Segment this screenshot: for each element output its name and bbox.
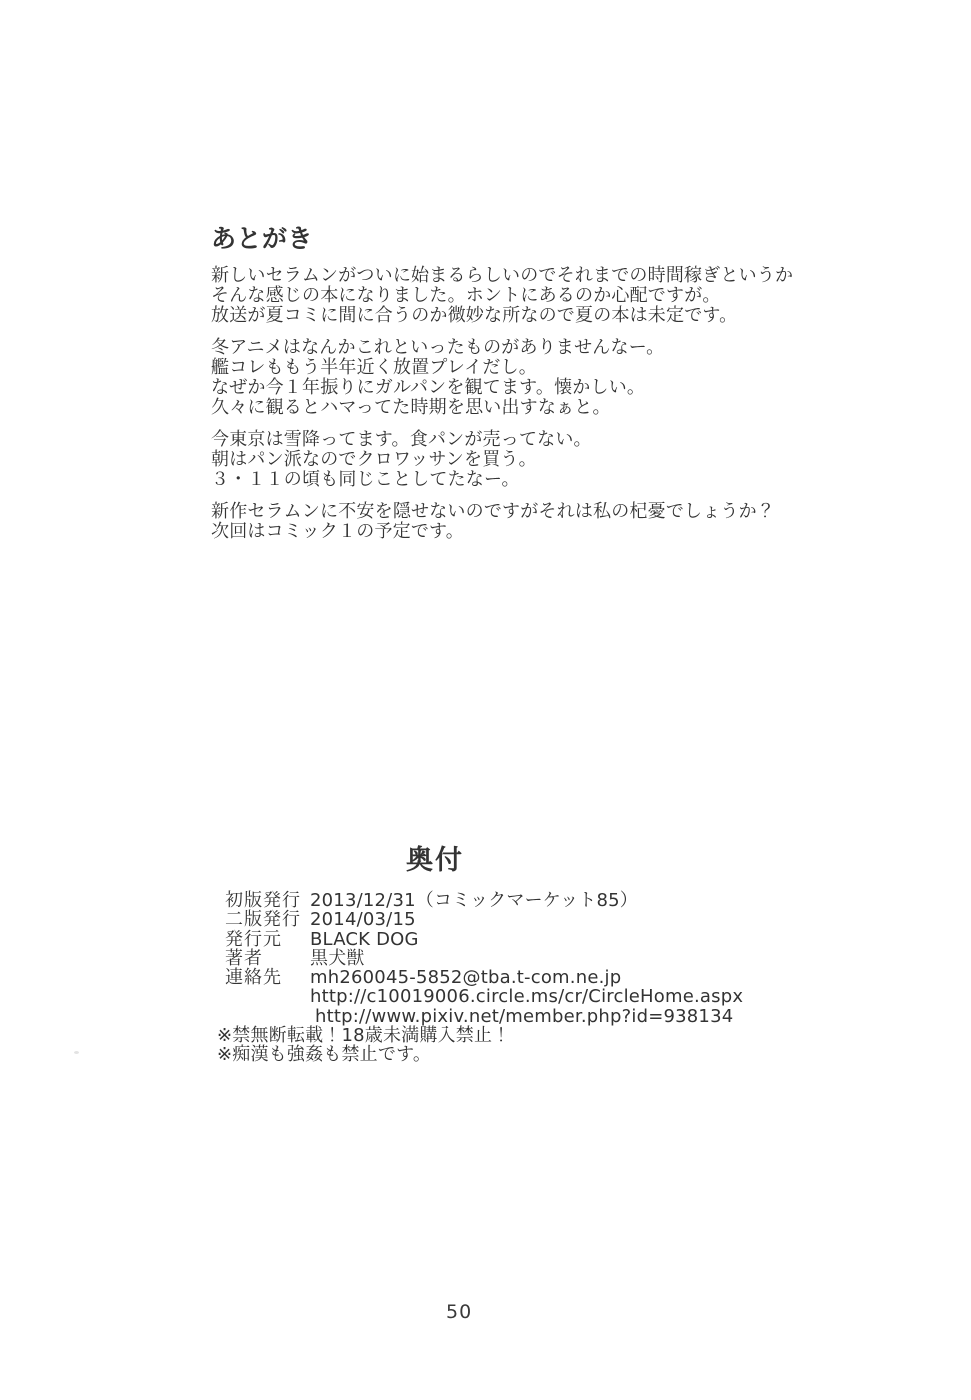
scan-speck xyxy=(74,1051,79,1054)
text-line: 冬アニメはなんかこれといったものがありませんなー。 xyxy=(211,337,665,358)
text-line: なぜか今１年振りにガルパンを観てます。懐かしい。 xyxy=(211,377,646,398)
colophon-row-first-edition xyxy=(225,891,817,910)
circle-url-text: http://c10019006.circle.ms/cr/CircleHome.aspx xyxy=(310,986,744,1008)
colophon-row-publisher xyxy=(225,930,817,949)
pixiv-url-text: http://www.pixiv.net/member.php?id=938134 xyxy=(315,1005,734,1027)
colophon-row-second-edition xyxy=(225,910,817,929)
colophon-row-circle-url xyxy=(225,987,817,1006)
text-line: 艦コレももう半年近く放置プレイだし。 xyxy=(211,357,537,378)
colophon-label xyxy=(225,1007,310,1026)
colophon-value: 黒犬獣 xyxy=(310,947,365,969)
colophon-title-wrap xyxy=(217,846,653,875)
colophon-label: 連絡先 xyxy=(225,967,282,989)
afterword-paragraph-3 xyxy=(211,430,811,490)
afterword-title: あとがき xyxy=(211,224,314,253)
afterword-paragraph-4 xyxy=(211,502,811,542)
text-line: 久々に観るとハマってた時期を思い出すなぁと。 xyxy=(211,397,611,418)
colophon-value: 2014/03/15 xyxy=(310,909,416,931)
page-number: 50 xyxy=(446,1301,473,1323)
colophon-label: 発行元 xyxy=(225,928,282,950)
text-line: 放送が夏コミに間に合うのか微妙な所なので夏の本は未定です。 xyxy=(211,305,738,326)
colophon-rows xyxy=(217,891,817,1026)
colophon-label xyxy=(225,987,310,1006)
colophon-row-author xyxy=(225,949,817,968)
contact-email-text: mh260045-5852@tba.t-com.ne.jp xyxy=(310,967,622,989)
colophon-notices xyxy=(217,1026,817,1065)
colophon-label: 著者 xyxy=(225,947,263,969)
colophon-value: 2013/12/31（コミックマーケット85） xyxy=(310,890,638,911)
text-line: 朝はパン派なのでクロワッサンを買う。 xyxy=(211,449,537,470)
afterword-paragraph-1 xyxy=(211,266,811,326)
colophon-title: 奥付 xyxy=(406,845,464,876)
text-line: そんな感じの本になりました。ホントにあるのか心配ですが。 xyxy=(211,285,721,306)
afterword-paragraph-2 xyxy=(211,338,811,418)
colophon-label: 二版発行 xyxy=(225,909,301,931)
text-line: 次回はコミック１の予定です。 xyxy=(211,521,464,542)
text-line: 今東京は雪降ってます。食パンが売ってない。 xyxy=(211,429,592,450)
colophon-section xyxy=(217,846,817,1065)
colophon-label: 初版発行 xyxy=(225,890,301,911)
text-line: 新しいセラムンがついに始まるらしいのでそれまでの時間稼ぎというか xyxy=(211,265,794,286)
text-line: 新作セラムンに不安を隠せないのですがそれは私の杞憂でしょうか？ xyxy=(211,501,776,522)
colophon-row-pixiv-url xyxy=(225,1007,817,1026)
colophon-row-contact-email xyxy=(225,968,817,987)
notice-prohibited: ※痴漢も強姦も禁止です。 xyxy=(217,1044,432,1066)
text-line: ３・１１の頃も同じことしてたなー。 xyxy=(211,469,520,490)
colophon-value: BLACK DOG xyxy=(310,928,419,950)
notice-no-reprint: ※禁無断転載！18歳未満購入禁止！ xyxy=(217,1025,511,1047)
afterword-section xyxy=(211,225,811,554)
